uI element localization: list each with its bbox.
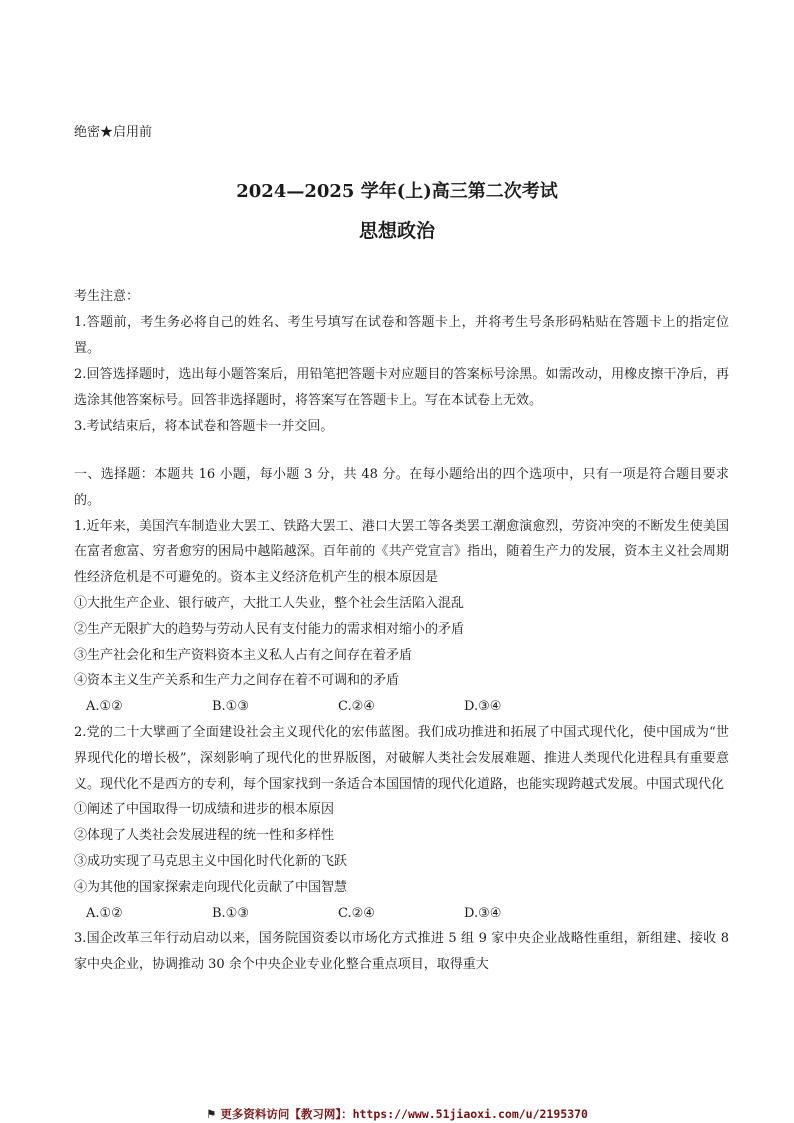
confidential-label: 绝密★启用前 (74, 125, 153, 140)
question-stem: 1.近年来，美国汽车制造业大罢工、铁路大罢工、港口大罢工等各类罢工潮愈演愈烈，劳资冲突的不断发生使美国在富者愈富、穷者愈穷的困局中越陷越深。百年前的《共产党宣言》指出，随着生产力的发展，资本主义社会周期性经济危机是不可避免的。资本主义经济危机产生的根本原因是 (74, 518, 729, 586)
notice-heading: 考生注意： (74, 289, 140, 304)
option-a: A.①② (86, 905, 123, 921)
question-statement: ④资本主义生产关系和生产力之间存在着不可调和的矛盾 (74, 673, 400, 689)
option-d: D.③④ (464, 905, 502, 921)
notice-item: 3.考试结束后，将本试卷和答题卡一并交回。 (74, 419, 334, 434)
notice-item: 2.回答选择题时，选出每小题答案后，用铅笔把答题卡对应题目的答案标号涂黑。如需改动，用橡皮擦干净后，再选涂其他答案标号。回答非选择题时，将答案写在答题卡上。写在本试卷上无效。 (74, 367, 729, 408)
question-statement: ②体现了人类社会发展进程的统一性和多样性 (74, 828, 335, 844)
subject-title: 思想政治 (358, 220, 435, 242)
footer-link[interactable] (0, 1106, 794, 1122)
question-statement: ①大批生产企业、银行破产，大批工人失业，整个社会生活陷入混乱 (74, 595, 465, 611)
option-c: C.②④ (338, 905, 375, 921)
question-statement: ③生产社会化和生产资料资本主义私人占有之间存在着矛盾 (74, 647, 413, 663)
question-2 (74, 720, 729, 926)
option-c: C.②④ (338, 699, 375, 715)
question-1 (74, 514, 729, 720)
question-statement: ③成功实现了马克思主义中国化时代化新的飞跃 (74, 853, 348, 869)
question-3 (74, 926, 729, 978)
footer-text[interactable]: 更多资料访问【教习网】：https://www.51jiaoxi.com/u/2195370 (220, 1107, 588, 1121)
question-statement: ②生产无限扩大的趋势与劳动人民有支付能力的需求相对缩小的矛盾 (74, 621, 465, 637)
option-b: B.①③ (212, 905, 249, 921)
flag-icon: ⚑ (206, 1107, 217, 1121)
question-statement: ④为其他的国家探索走向现代化贡献了中国智慧 (74, 879, 348, 895)
question-stem: 3.国企改革三年行动启动以来，国务院国资委以市场化方式推进 5 组 9 家中央企业战略性重组，新组建、接收 8 家中央企业，协调推动 30 余个中央企业专业化整合重点项目，取得重大 (74, 931, 729, 973)
option-a: A.①② (86, 699, 123, 715)
question-stem: 2.党的二十大擘画了全面建设社会主义现代化的宏伟蓝图。我们成功推进和拓展了中国式现代化，使中国成为“世界现代化的增长极”，深刻影响了现代化的世界版图，对破解人类社会发展难题、推进人类现代化进程具有重要意义。现代化不是西方的专利，每个国家找到一条适合本国国情的现代化道路，也能实现跨越式发展。中国式现代化 (74, 724, 729, 792)
notice-item: 1.答题前，考生务必将自己的姓名、考生号填写在试卷和答题卡上，并将考生号条形码粘贴在答题卡上的指定位置。 (74, 315, 729, 356)
option-b: B.①③ (212, 699, 249, 715)
question-section (74, 462, 729, 978)
candidate-notice (74, 284, 729, 440)
section-intro: 一、选择题：本题共 16 小题，每小题 3 分，共 48 分。在每小题给出的四个选项中，只有一项是符合题目要求的。 (74, 467, 729, 508)
exam-title: 2024—2025 学年(上)高三第二次考试 (236, 181, 558, 202)
question-statement: ①阐述了中国取得一切成绩和进步的根本原因 (74, 802, 335, 818)
option-d: D.③④ (464, 699, 502, 715)
answer-options (74, 901, 729, 927)
answer-options (74, 694, 729, 720)
